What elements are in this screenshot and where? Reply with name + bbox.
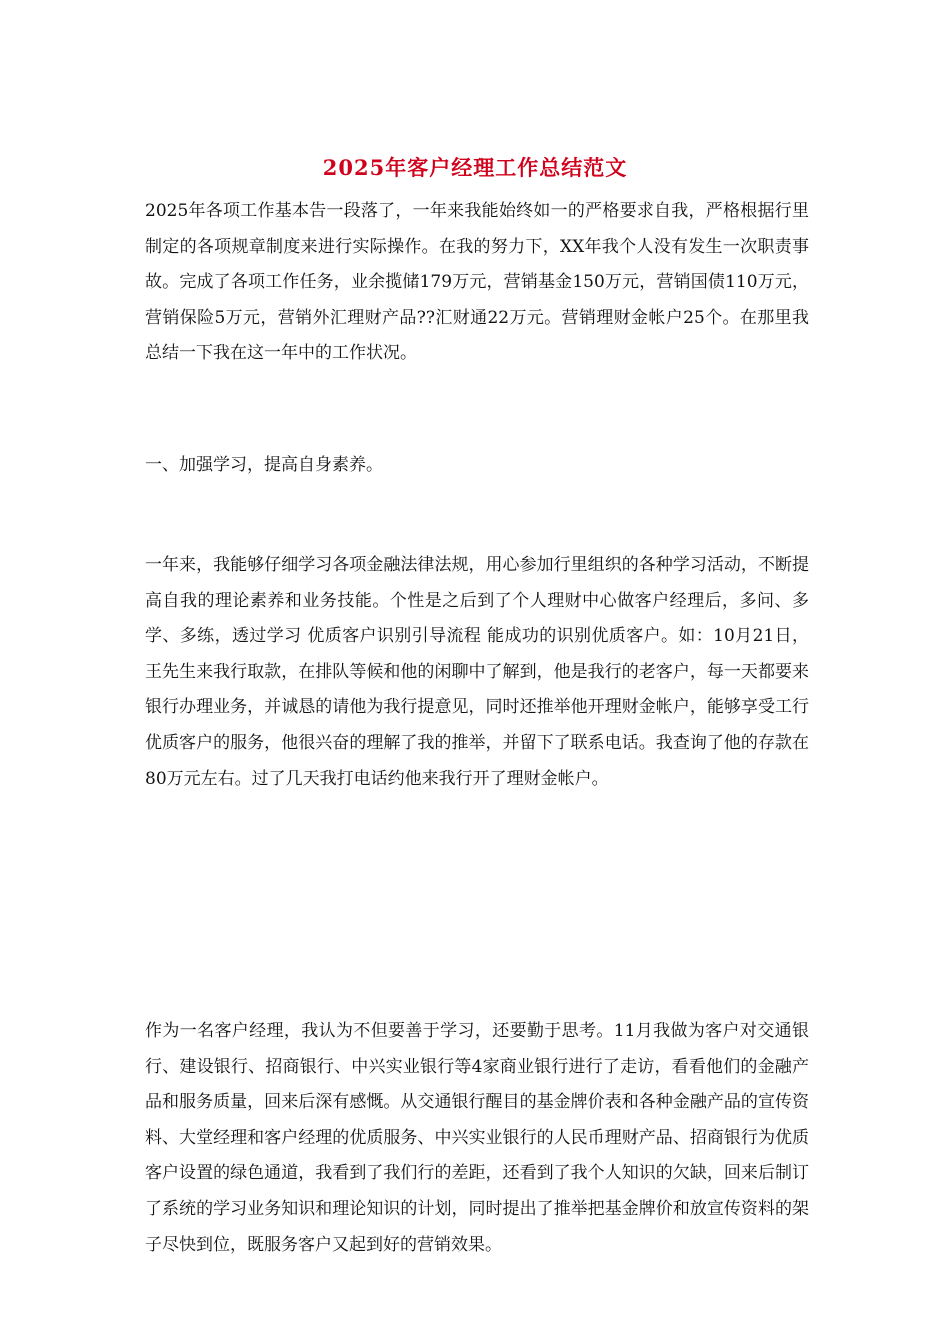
learning-paragraph: 一年来，我能够仔细学习各项金融法律法规，用心参加行里组织的各种学习活动，不断提高自我的理论素养和业务技能。个性是之后到了个人理财中心做客户经理后，多问、多学、多练，透过学习 优质客户识别引导流程 能成功的识别优质客户。如：10月21日，王先生来我行取款，在排队等候和他的闲聊中了解到，他是我行的老客户，每一天都要来银行办理业务，并诚恳的请他为我行提意见，同时还推举他开理财金帐户，能够享受工行优质客户的服务，他很兴奋的理解了我的推举，并留下了联系电话。我查询了他的存款在80万元左右。过了几天我打电话约他来我行开了理财金帐户。 <box>145 555 809 789</box>
thinking-paragraph: 作为一名客户经理，我认为不但要善于学习，还要勤于思考。11月我做为客户对交通银行、建设银行、招商银行、中兴实业银行等4家商业银行进行了走访，看看他们的金融产品和服务质量，回来后深有感慨。从交通银行醒目的基金牌价表和各种金融产品的宣传资料、大堂经理和客户经理的优质服务、中兴实业银行的人民币理财产品、招商银行为优质客户设置的绿色通道，我看到了我们行的差距，还看到了我个人知识的欠缺，回来后制订了系统的学习业务知识和理论知识的计划，同时提出了推举把基金牌价和放宣传资料的架子尽快到位，既服务客户又起到好的营销效果。 <box>145 1021 809 1255</box>
intro-paragraph: 2025年各项工作基本告一段落了，一年来我能始终如一的严格要求自我，严格根据行里制定的各项规章制度来进行实际操作。在我的努力下，XX年我个人没有发生一次职责事故。完成了各项工作任务，业余揽储179万元，营销基金150万元，营销国债110万元，营销保险5万元，营销外汇理财产品??汇财通22万元。营销理财金帐户25个。在那里我总结一下我在这一年中的工作状况。 <box>145 201 809 364</box>
section-heading-learning: 一、加强学习，提高自身素养。 <box>145 455 383 475</box>
document-title: 2025年客户经理工作总结范文 <box>322 155 628 180</box>
